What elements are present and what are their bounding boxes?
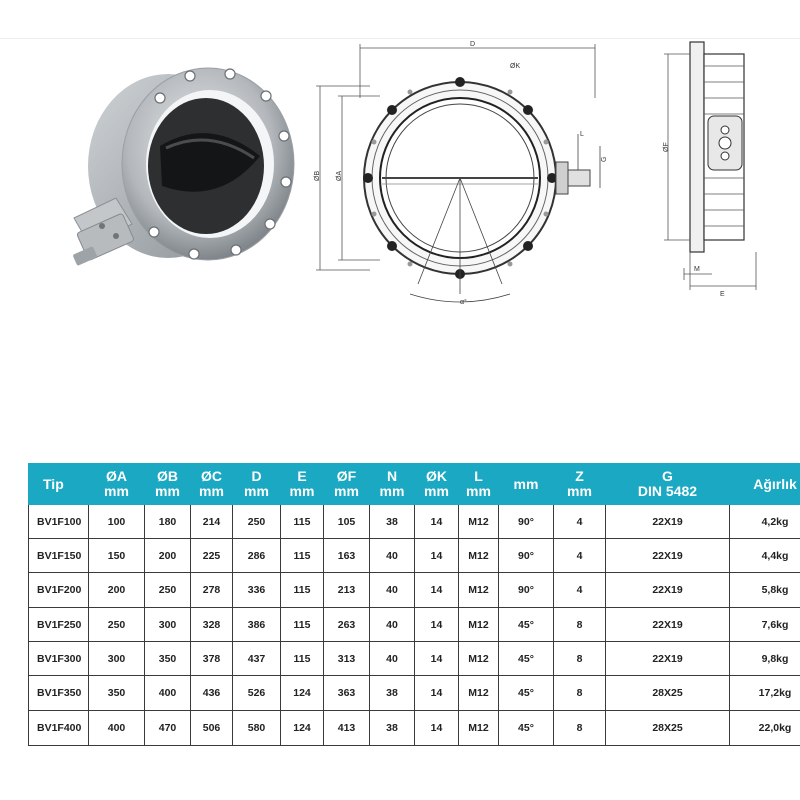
cell-angle: 45° bbox=[499, 711, 554, 746]
table-row bbox=[29, 608, 800, 642]
cell-g: 22X19 bbox=[606, 505, 730, 539]
table-row bbox=[29, 676, 800, 711]
dim-b-label: ØB bbox=[314, 170, 321, 181]
cell-z: 4 bbox=[554, 539, 606, 573]
cell-e: 115 bbox=[281, 642, 324, 676]
cell-e: 115 bbox=[281, 505, 324, 539]
cell-tip: BV1F100 bbox=[29, 505, 89, 539]
cell-weight: 9,8kg bbox=[730, 642, 800, 676]
cell-g: 22X19 bbox=[606, 642, 730, 676]
cell-f: 413 bbox=[324, 711, 370, 746]
dim-l-label: L bbox=[580, 131, 584, 138]
cell-f: 213 bbox=[324, 573, 370, 608]
cell-angle: 45° bbox=[499, 676, 554, 711]
cell-z: 8 bbox=[554, 711, 606, 746]
table-header-row bbox=[29, 464, 800, 505]
cell-z: 8 bbox=[554, 676, 606, 711]
cell-tip: BV1F300 bbox=[29, 642, 89, 676]
cell-k: 14 bbox=[415, 676, 459, 711]
col-header-angle: mm bbox=[499, 464, 554, 505]
dim-e-label: E bbox=[720, 291, 725, 298]
cell-tip: BV1F250 bbox=[29, 608, 89, 642]
cell-e: 115 bbox=[281, 539, 324, 573]
cell-weight: 7,6kg bbox=[730, 608, 800, 642]
cell-d: 580 bbox=[233, 711, 281, 746]
cell-l: M12 bbox=[459, 642, 499, 676]
col-header-b: ØB mm bbox=[145, 464, 191, 505]
cell-angle: 90° bbox=[499, 539, 554, 573]
cell-z: 4 bbox=[554, 505, 606, 539]
front-view-drawing bbox=[310, 38, 610, 308]
dim-m-label: M bbox=[694, 266, 700, 273]
table-row bbox=[29, 505, 800, 539]
spec-table bbox=[28, 463, 800, 746]
cell-tip: BV1F150 bbox=[29, 539, 89, 573]
cell-k: 14 bbox=[415, 539, 459, 573]
cell-a: 150 bbox=[89, 539, 145, 573]
cell-b: 200 bbox=[145, 539, 191, 573]
cell-e: 124 bbox=[281, 711, 324, 746]
cell-e: 115 bbox=[281, 573, 324, 608]
cell-tip: BV1F350 bbox=[29, 676, 89, 711]
cell-z: 8 bbox=[554, 608, 606, 642]
cell-tip: BV1F200 bbox=[29, 573, 89, 608]
table-row bbox=[29, 539, 800, 573]
cell-n: 40 bbox=[370, 573, 415, 608]
col-header-f: ØF mm bbox=[324, 464, 370, 505]
cell-f: 163 bbox=[324, 539, 370, 573]
cell-f: 313 bbox=[324, 642, 370, 676]
cell-l: M12 bbox=[459, 539, 499, 573]
table-row bbox=[29, 573, 800, 608]
col-header-d: D mm bbox=[233, 464, 281, 505]
cell-weight: 4,4kg bbox=[730, 539, 800, 573]
col-header-e: E mm bbox=[281, 464, 324, 505]
cell-d: 437 bbox=[233, 642, 281, 676]
cell-f: 363 bbox=[324, 676, 370, 711]
cell-e: 115 bbox=[281, 608, 324, 642]
cell-a: 200 bbox=[89, 573, 145, 608]
col-header-weight: Ağırlık bbox=[730, 464, 800, 505]
cell-a: 400 bbox=[89, 711, 145, 746]
cell-e: 124 bbox=[281, 676, 324, 711]
cell-n: 40 bbox=[370, 642, 415, 676]
dim-g-label: G bbox=[601, 156, 608, 162]
col-header-l: L mm bbox=[459, 464, 499, 505]
butterfly-valve-photo bbox=[70, 36, 296, 276]
col-header-c: ØC mm bbox=[191, 464, 233, 505]
cell-a: 250 bbox=[89, 608, 145, 642]
cell-a: 300 bbox=[89, 642, 145, 676]
table-row bbox=[29, 642, 800, 676]
cell-d: 336 bbox=[233, 573, 281, 608]
cell-g: 28X25 bbox=[606, 676, 730, 711]
cell-b: 400 bbox=[145, 676, 191, 711]
cell-l: M12 bbox=[459, 505, 499, 539]
cell-g: 22X19 bbox=[606, 573, 730, 608]
cell-c: 225 bbox=[191, 539, 233, 573]
cell-n: 40 bbox=[370, 539, 415, 573]
cell-n: 38 bbox=[370, 676, 415, 711]
cell-b: 250 bbox=[145, 573, 191, 608]
cell-d: 526 bbox=[233, 676, 281, 711]
cell-n: 38 bbox=[370, 711, 415, 746]
cell-angle: 45° bbox=[499, 608, 554, 642]
cell-n: 38 bbox=[370, 505, 415, 539]
cell-z: 4 bbox=[554, 573, 606, 608]
cell-weight: 4,2kg bbox=[730, 505, 800, 539]
cell-n: 40 bbox=[370, 608, 415, 642]
cell-z: 8 bbox=[554, 642, 606, 676]
cell-l: M12 bbox=[459, 608, 499, 642]
cell-f: 263 bbox=[324, 608, 370, 642]
cell-l: M12 bbox=[459, 573, 499, 608]
cell-weight: 5,8kg bbox=[730, 573, 800, 608]
cell-angle: 45° bbox=[499, 642, 554, 676]
cell-b: 470 bbox=[145, 711, 191, 746]
cell-l: M12 bbox=[459, 711, 499, 746]
col-header-g: G DIN 5482 bbox=[606, 464, 730, 505]
side-view-drawing bbox=[660, 38, 770, 298]
cell-c: 214 bbox=[191, 505, 233, 539]
table-row bbox=[29, 711, 800, 746]
cell-k: 14 bbox=[415, 642, 459, 676]
cell-g: 22X19 bbox=[606, 539, 730, 573]
col-header-tip: Tip bbox=[29, 464, 89, 505]
col-header-k: ØK mm bbox=[415, 464, 459, 505]
cell-b: 350 bbox=[145, 642, 191, 676]
col-header-n: N mm bbox=[370, 464, 415, 505]
cell-k: 14 bbox=[415, 711, 459, 746]
cell-weight: 22,0kg bbox=[730, 711, 800, 746]
dim-f-label: ØF bbox=[663, 142, 670, 152]
cell-g: 22X19 bbox=[606, 608, 730, 642]
cell-a: 100 bbox=[89, 505, 145, 539]
cell-f: 105 bbox=[324, 505, 370, 539]
cell-k: 14 bbox=[415, 608, 459, 642]
cell-b: 180 bbox=[145, 505, 191, 539]
cell-c: 436 bbox=[191, 676, 233, 711]
cell-d: 286 bbox=[233, 539, 281, 573]
cell-angle: 90° bbox=[499, 505, 554, 539]
cell-tip: BV1F400 bbox=[29, 711, 89, 746]
cell-d: 386 bbox=[233, 608, 281, 642]
cell-c: 328 bbox=[191, 608, 233, 642]
cell-c: 506 bbox=[191, 711, 233, 746]
dim-a-label: ØA bbox=[336, 170, 343, 181]
cell-c: 278 bbox=[191, 573, 233, 608]
cell-c: 378 bbox=[191, 642, 233, 676]
cell-k: 14 bbox=[415, 573, 459, 608]
cell-g: 28X25 bbox=[606, 711, 730, 746]
cell-angle: 90° bbox=[499, 573, 554, 608]
col-header-z: Z mm bbox=[554, 464, 606, 505]
cell-a: 350 bbox=[89, 676, 145, 711]
cell-k: 14 bbox=[415, 505, 459, 539]
cell-l: M12 bbox=[459, 676, 499, 711]
cell-d: 250 bbox=[233, 505, 281, 539]
dim-angle-label: α° bbox=[460, 299, 467, 306]
dim-d-label: D bbox=[470, 41, 476, 48]
cell-weight: 17,2kg bbox=[730, 676, 800, 711]
dim-k-label: ØK bbox=[510, 63, 521, 70]
cell-b: 300 bbox=[145, 608, 191, 642]
col-header-a: ØA mm bbox=[89, 464, 145, 505]
